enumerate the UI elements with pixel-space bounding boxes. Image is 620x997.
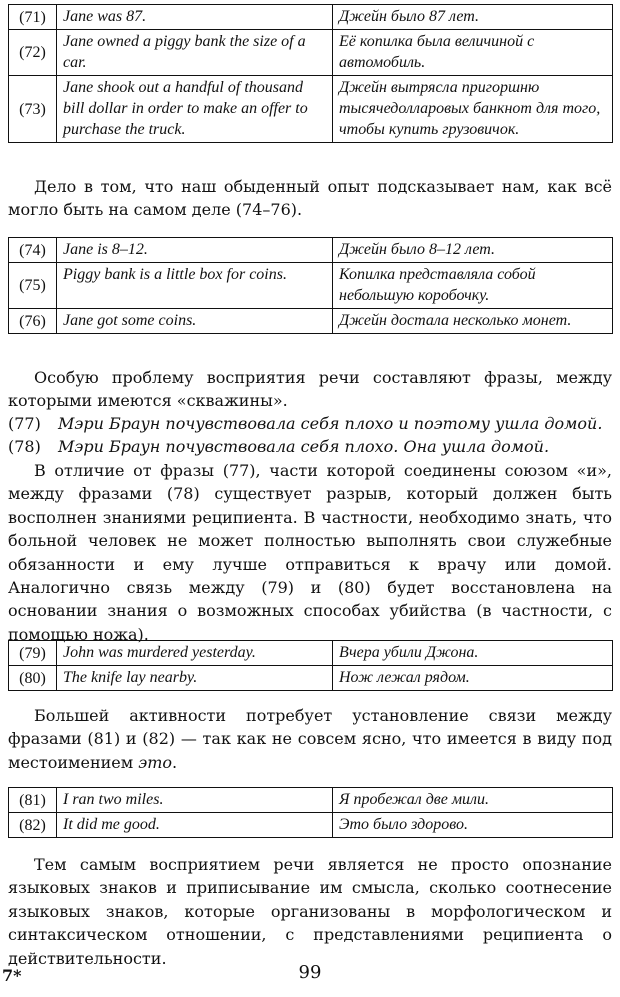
russian-translation: Её копилка была величиной с автомобиль. [333, 30, 613, 76]
paragraph-text: Большей активности потребует установление связи между фразами (81) и (82) — так как не совсем ясно, что имеется в виду под местоимением [8, 706, 612, 772]
paragraph-everyday-experience: Дело в том, что наш обыденный опыт подсказывает нам, как всё могло быть на самом деле (74–76). [8, 177, 612, 220]
example-table-74-76 [8, 237, 613, 334]
english-sentence: Jane shook out a handful of thousand bill dollar in order to make an offer to purchase the truck. [57, 76, 333, 143]
paragraph-difference: В отличие от фразы (77), части которой соединены союзом «и», между фразами (78) существует разрыв, который должен быть восполнен знаниями реципиента. В частности, необходимо знать, что больной человек не может полностью выполнять свои служебные обязанности и ему лучше отправиться к врачу или домой. Аналогично связь между (79) и (80) будет восстановлена на основании знания о возможных способах убийства (в частности, с помощью ножа). [8, 461, 612, 644]
emphasized-pronoun: это [138, 752, 173, 772]
table-row [9, 238, 613, 263]
russian-translation: Джейн достала несколько монет. [333, 309, 613, 334]
russian-translation: Это было здорово. [333, 813, 613, 838]
example-number: (79) [9, 641, 57, 666]
example-78 [8, 435, 612, 458]
table-row [9, 788, 613, 813]
example-number: (76) [9, 309, 57, 334]
example-number: (74) [9, 238, 57, 263]
english-sentence: I ran two miles. [57, 788, 333, 813]
table-row [9, 813, 613, 838]
example-number: (78) [8, 437, 41, 456]
paragraph-pronoun [8, 704, 612, 774]
example-number: (81) [9, 788, 57, 813]
english-sentence: John was murdered yesterday. [57, 641, 333, 666]
russian-translation: Джейн было 87 лет. [333, 5, 613, 30]
example-77 [8, 412, 612, 435]
english-sentence: Jane was 87. [57, 5, 333, 30]
table-row [9, 666, 613, 691]
table-row [9, 76, 613, 143]
english-sentence: It did me good. [57, 813, 333, 838]
example-table-79-80 [8, 640, 613, 691]
table-row [9, 641, 613, 666]
example-table-81-82 [8, 787, 613, 838]
example-text: Мэри Браун почувствовала себя плохо. Она ушла домой. [58, 437, 550, 456]
english-sentence: The knife lay nearby. [57, 666, 333, 691]
example-number: (77) [8, 414, 41, 433]
example-number: (73) [9, 76, 57, 143]
paragraph-conclusion: Тем самым восприятием речи является не просто опознание языковых знаков и приписывание им смысла, сколько соотнесение языковых знаков, которые организованы в морфологическом и синтаксическом отношении, с представлениями реципиента о действительности. [8, 855, 612, 968]
example-number: (72) [9, 30, 57, 76]
english-sentence: Piggy bank is a little box for coins. [57, 263, 333, 309]
table-row [9, 30, 613, 76]
table-row [9, 5, 613, 30]
example-text: Мэри Браун почувствовала себя плохо и поэтому ушла домой. [58, 414, 603, 433]
table-row [9, 309, 613, 334]
russian-translation: Я пробежал две мили. [333, 788, 613, 813]
table-row [9, 263, 613, 309]
paragraph-end: . [172, 752, 178, 772]
english-sentence: Jane is 8–12. [57, 238, 333, 263]
signature-mark: 7* [2, 966, 22, 985]
example-number: (71) [9, 5, 57, 30]
english-sentence: Jane owned a piggy bank the size of a car. [57, 30, 333, 76]
russian-translation: Джейн было 8–12 лет. [333, 238, 613, 263]
russian-translation: Джейн вытрясла пригоршню тысячедолларовых банкнот для того, чтобы купить грузовичок. [333, 76, 613, 143]
example-table-71-73 [8, 4, 613, 143]
english-sentence: Jane got some coins. [57, 309, 333, 334]
page-number: 99 [298, 962, 322, 983]
russian-translation: Копилка представляла собой небольшую коробочку. [333, 263, 613, 309]
example-number: (80) [9, 666, 57, 691]
example-number: (75) [9, 263, 57, 309]
example-number: (82) [9, 813, 57, 838]
russian-translation: Вчера убили Джона. [333, 641, 613, 666]
russian-translation: Нож лежал рядом. [333, 666, 613, 691]
paragraph-gaps: Особую проблему восприятия речи составляют фразы, между которыми имеются «скважины». [8, 368, 612, 411]
